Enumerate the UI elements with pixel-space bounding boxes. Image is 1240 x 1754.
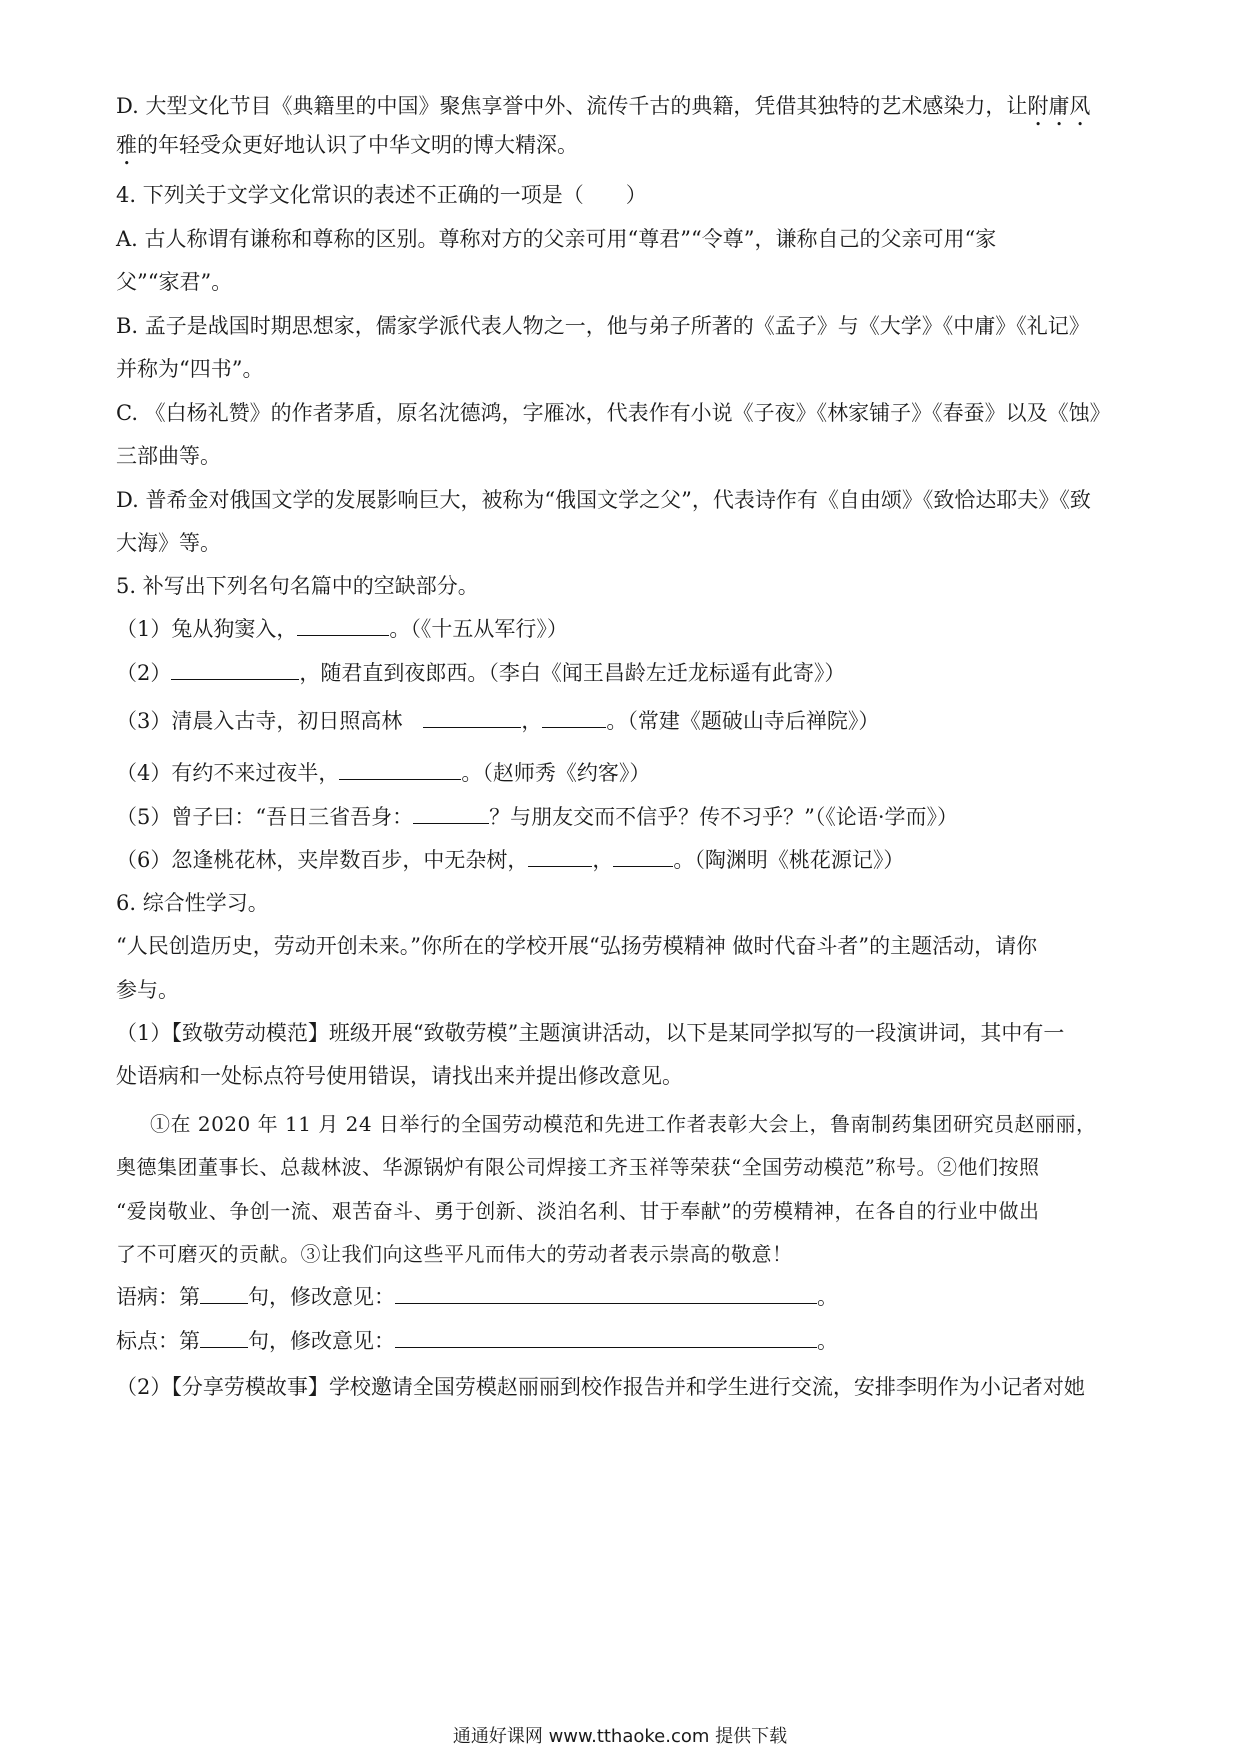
q4-option-b: B. 孟子是战国时期思想家，儒家学派代表人物之一，他与弟子所著的《孟子》与《大学》《中庸》《礼记》 (116, 314, 1090, 338)
label: 标点：第 (116, 1329, 200, 1353)
item-source: 。（陶渊明《桃花源记》） (673, 848, 905, 872)
q5-item-2 (116, 659, 1126, 687)
label: 句，修改意见： (248, 1329, 395, 1353)
q4-option-b-cont: 并称为“四书”。 (116, 357, 264, 381)
period: 。 (817, 1329, 838, 1353)
q5-item-4 (116, 759, 1126, 787)
q6-stem: 6. 综合性学习。 (116, 891, 269, 915)
comma: ， (592, 848, 614, 872)
answer-punctuation-row (116, 1327, 1126, 1355)
item-source: 。（常建《题破山寺后禅院》） (606, 709, 880, 733)
q4-option-c: C. 《白杨礼赞》的作者茅盾，原名沈德鸿，字雁冰，代表作有小说《子夜》《林家铺子》《春蚕》以及《蚀》 (116, 401, 1111, 425)
speech-line-2: 奥德集团董事长、总裁林波、华源锅炉有限公司焊接工齐玉祥等荣获“全国劳动模范”称号。②他们按照 (116, 1155, 1040, 1179)
q3-option-d-line1 (116, 92, 1126, 131)
footer-watermark: 通通好课网 www.tthaoke.com 提供下载 (452, 1726, 788, 1747)
sentence-number-blank[interactable] (200, 1327, 248, 1348)
q5-item-3 (116, 707, 1126, 735)
q6-intro-cont: 参与。 (116, 978, 179, 1002)
item-text: （3）清晨入古寺，初日照高林 (116, 709, 424, 733)
speech-line-1: ①在 2020 年 11 月 24 日举行的全国劳动模范和先进工作者表彰大会上，鲁南制药集团研究员赵丽丽， (150, 1112, 1097, 1136)
revision-blank[interactable] (395, 1283, 817, 1304)
answer-blank[interactable] (613, 846, 673, 867)
answer-blank[interactable] (413, 803, 489, 824)
q4-option-a-cont: 父”“家君”。 (116, 270, 233, 294)
q3-option-d-text: D. 大型文化节目《典籍里的中国》聚焦享誉中外、流传千古的典籍，凭借其独特的艺术感染力，让 (116, 94, 1028, 118)
item-source: 。（赵师秀《约客》） (461, 761, 651, 785)
item-text: （5）曾子曰：“吾日三省吾身： (116, 805, 414, 829)
q6-part2: （2）【分享劳模故事】学校邀请全国劳模赵丽丽到校作报告并和学生进行交流，安排李明作为小记者对她 (116, 1375, 1085, 1399)
answer-grammar-row (116, 1283, 1126, 1311)
period: 。 (817, 1285, 838, 1309)
q4-option-a: A. 古人称谓有谦称和尊称的区别。尊称对方的父亲可用“尊君”“令尊”，谦称自己的父亲可用“家 (116, 227, 997, 251)
comma: ， (521, 709, 543, 733)
speech-line-3: “爱岗敬业、争创一流、艰苦奋斗、勇于创新、淡泊名利、甘于奉献”的劳模精神，在各自的行业中做出 (116, 1199, 1040, 1223)
revision-blank[interactable] (395, 1327, 817, 1348)
emphasized-phrase: 雅 (116, 133, 137, 157)
q3-option-d-text: 的年轻受众更好地认识了中华文明的博大精深。 (137, 133, 578, 157)
answer-blank[interactable] (423, 707, 521, 728)
item-source: ？与朋友交而不信乎？传不习乎？”（《论语·学而》） (489, 805, 959, 829)
q5-item-1 (116, 615, 1126, 643)
speech-line-4: 了不可磨灭的贡献。③让我们向这些平凡而伟大的劳动者表示崇高的敬意！ (116, 1242, 793, 1266)
q5-item-6 (116, 846, 1126, 874)
q4-stem: 4. 下列关于文学文化常识的表述不正确的一项是（ ） (116, 183, 647, 207)
q4-option-d-cont: 大海》等。 (116, 531, 221, 555)
item-text: （4）有约不来过夜半， (116, 761, 340, 785)
label: 句，修改意见： (248, 1285, 395, 1309)
item-source: 。（《十五从军行》） (389, 617, 568, 641)
q4-option-d: D. 普希金对俄国文学的发展影响巨大，被称为“俄国文学之父”，代表诗作有《自由颂》《致恰达耶夫》《致 (116, 488, 1091, 512)
item-text: （1）兔从狗窦入， (116, 617, 298, 641)
q6-part1-cont: 处语病和一处标点符号使用错误，请找出来并提出修改意见。 (116, 1064, 683, 1088)
q4-option-c-cont: 三部曲等。 (116, 444, 221, 468)
item-text: （6）忽逢桃花林，夹岸数百步，中无杂树， (116, 848, 529, 872)
answer-blank[interactable] (171, 659, 299, 680)
item-source: ，随君直到夜郎西。（李白《闻王昌龄左迁龙标遥有此寄》） (299, 661, 846, 685)
q6-intro: “人民创造历史，劳动开创未来。”你所在的学校开展“弘扬劳模精神 做时代奋斗者”的主题活动，请你 (116, 934, 1038, 958)
q3-option-d-line2 (116, 131, 1126, 170)
q6-part1: （1）【致敬劳动模范】班级开展“致敬劳模”主题演讲活动，以下是某同学拟写的一段演讲词，其中有一 (116, 1021, 1065, 1045)
item-text: （2） (116, 661, 172, 685)
answer-blank[interactable] (297, 615, 389, 636)
q5-stem: 5. 补写出下列名句名篇中的空缺部分。 (116, 574, 479, 598)
q5-item-5 (116, 803, 1126, 831)
answer-blank[interactable] (542, 707, 606, 728)
emphasized-phrase: 附庸风 (1027, 94, 1091, 118)
answer-blank[interactable] (339, 759, 461, 780)
answer-blank[interactable] (528, 846, 592, 867)
sentence-number-blank[interactable] (200, 1283, 248, 1304)
label: 语病：第 (116, 1285, 200, 1309)
